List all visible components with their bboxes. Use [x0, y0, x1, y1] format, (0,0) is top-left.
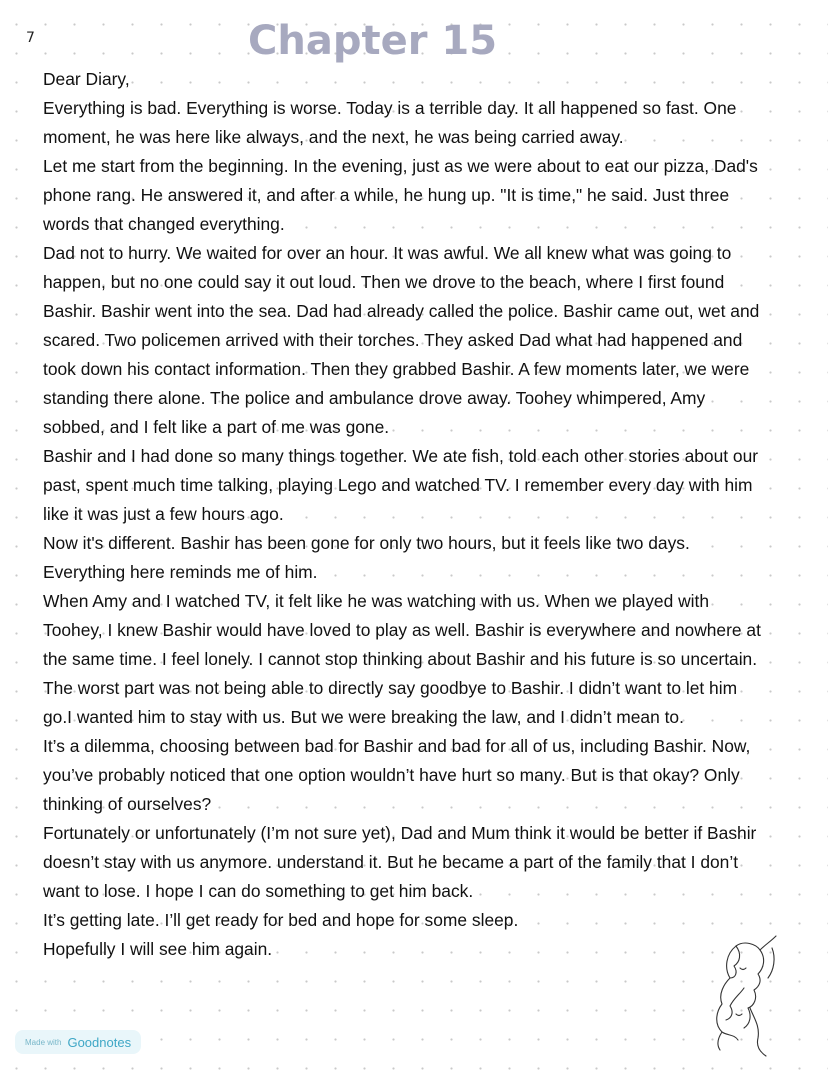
- diary-line: want to lose. I hope I can do something to get him back.: [43, 881, 474, 901]
- diary-line: you’ve probably noticed that one option wouldn’t have hurt so many. But is that okay? Only: [43, 765, 740, 785]
- diary-line: Bashir. Bashir went into the sea. Dad had already called the police. Bashir came out, wet and: [43, 301, 760, 321]
- diary-line: Now it's different. Bashir has been gone for only two hours, but it feels like two days.: [43, 533, 690, 553]
- diary-line: phone rang. He answered it, and after a while, he hung up. "It is time," he said. Just three: [43, 185, 730, 205]
- diary-line: the same time. I feel lonely. I cannot stop thinking about Bashir and his future is so uncertain.: [43, 649, 758, 669]
- badge-small-text: Made with: [25, 1037, 62, 1047]
- diary-line: happen, but no one could say it out loud. Then we drove to the beach, where I first found: [43, 272, 725, 292]
- diary-line: Dear Diary,: [43, 69, 130, 89]
- diary-line: Everything here reminds me of him.: [43, 562, 318, 582]
- diary-line: It’s getting late. I’ll get ready for bed and hope for some sleep.: [43, 910, 519, 930]
- diary-line: Bashir and I had done so many things together. We ate fish, told each other stories about our: [43, 446, 759, 466]
- diary-line: When Amy and I watched TV, it felt like he was watching with us. When we played with: [43, 591, 710, 611]
- diary-line: sobbed, and I felt like a part of me was gone.: [43, 417, 390, 437]
- diary-line: Toohey, I knew Bashir would have loved to play as well. Bashir is everywhere and nowhere at: [43, 620, 761, 640]
- goodnotes-brand-text: Goodnotes: [67, 1034, 132, 1050]
- diary-line: doesn’t stay with us anymore. understand it. But he became a part of the family that I don’t: [43, 852, 739, 872]
- diary-line: Hopefully I will see him again.: [43, 939, 273, 959]
- made-with-goodnotes-badge[interactable]: [15, 1030, 141, 1054]
- diary-line: scared. Two policemen arrived with their torches. They asked Dad what had happened and: [43, 330, 743, 350]
- diary-line: thinking of ourselves?: [43, 794, 212, 814]
- diary-line: past, spent much time talking, playing Lego and watched TV. I remember every day with him: [43, 475, 753, 495]
- line-art-faces-icon: [700, 928, 790, 1058]
- diary-line: It’s a dilemma, choosing between bad for Bashir and bad for all of us, including Bashir. Now,: [43, 736, 751, 756]
- diary-line: Dad not to hurry. We waited for over an hour. It was awful. We all knew what was going to: [43, 243, 732, 263]
- page-number: 7: [26, 30, 35, 46]
- diary-body: [43, 65, 793, 964]
- diary-line: words that changed everything.: [43, 214, 285, 234]
- diary-line: like it was just a few hours ago.: [43, 504, 284, 524]
- diary-line: The worst part was not being able to directly say goodbye to Bashir. I didn’t want to let him: [43, 678, 738, 698]
- diary-line: took down his contact information. Then they grabbed Bashir. A few moments later, we were: [43, 359, 750, 379]
- chapter-title: Chapter 15: [248, 18, 498, 64]
- diary-line: moment, he was here like always, and the next, he was being carried away.: [43, 127, 624, 147]
- diary-line: Let me start from the beginning. In the evening, just as we were about to eat our pizza, Dad's: [43, 156, 758, 176]
- diary-line: Everything is bad. Everything is worse. Today is a terrible day. It all happened so fast. One: [43, 98, 737, 118]
- diary-line: Fortunately or unfortunately (I’m not sure yet), Dad and Mum think it would be better if Bashir: [43, 823, 757, 843]
- diary-line: standing there alone. The police and ambulance drove away. Toohey whimpered, Amy: [43, 388, 706, 408]
- diary-line: go.I wanted him to stay with us. But we were breaking the law, and I didn’t mean to.: [43, 707, 684, 727]
